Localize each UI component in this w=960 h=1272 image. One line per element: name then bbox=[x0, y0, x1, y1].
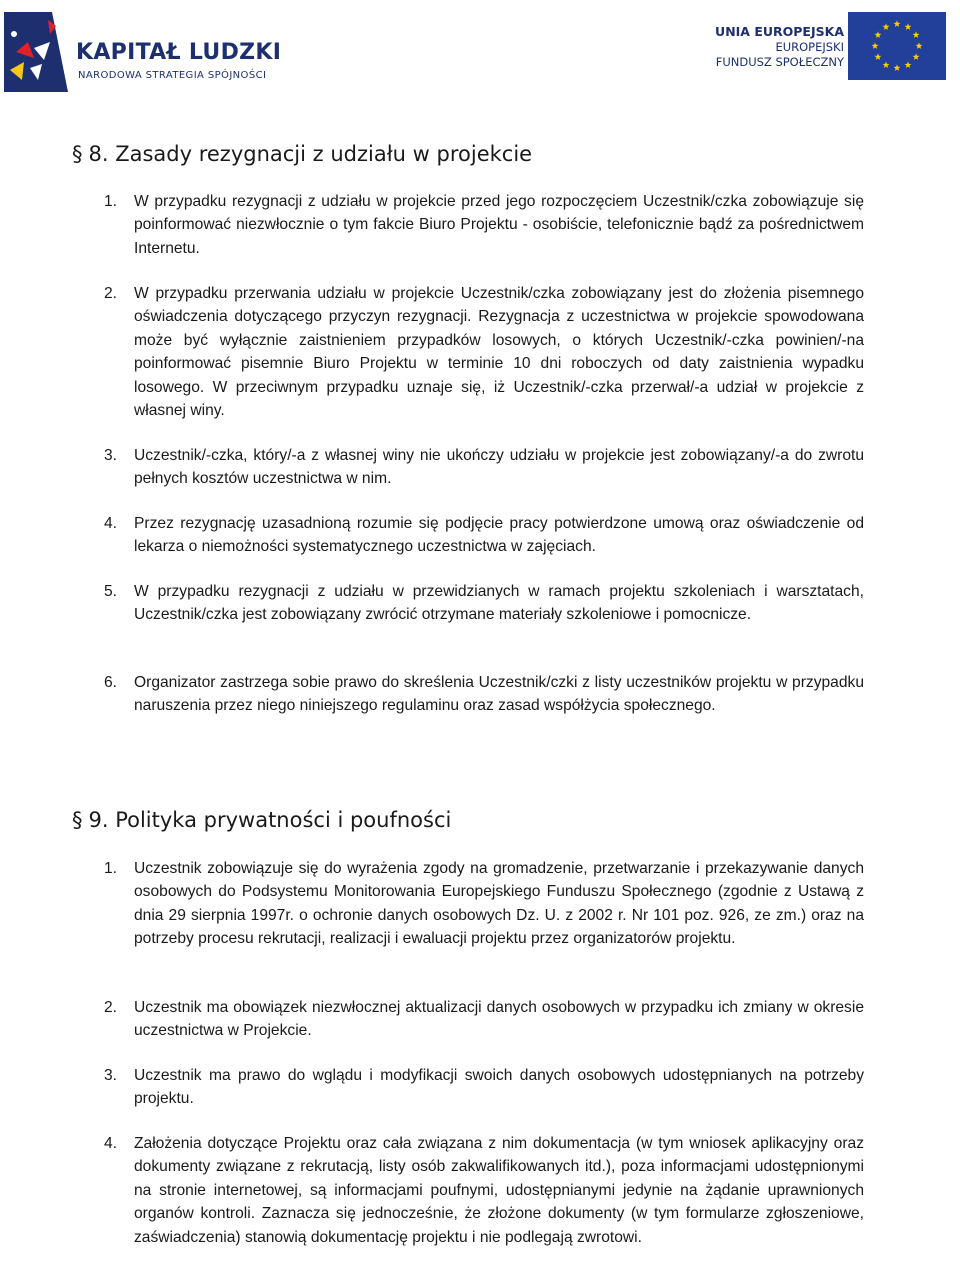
list-item bbox=[104, 996, 864, 1043]
list-item bbox=[104, 512, 864, 559]
list-item bbox=[104, 580, 864, 627]
item-text: Organizator zastrzega sobie prawo do skreślenia Uczestnik/czki z listy uczestników projektu w przypadku naruszenia przez niego niniejszego regulaminu oraz zasad współżycia społecznego. bbox=[134, 674, 864, 715]
item-number: 5. bbox=[104, 583, 118, 600]
item-number: 3. bbox=[104, 1067, 118, 1084]
item-text: Przez rezygnację uzasadnioną rozumie się podjęcie pracy potwierdzone umową oraz oświadczenie od lekarza o niemożności systematycznego uczestnictwa w zajęciach. bbox=[134, 515, 864, 556]
item-text: Uczestnik ma obowiązek niezwłocznej aktualizacji danych osobowych w przypadku ich zmiany w okresie uczestnictwa w Projekcie. bbox=[134, 999, 864, 1040]
item-number: 4. bbox=[104, 515, 118, 532]
item-text: Uczestnik ma prawo do wglądu i modyfikacji swoich danych osobowych udostępnianych na potrzeby projektu. bbox=[134, 1067, 864, 1108]
item-number: 1. bbox=[104, 193, 118, 210]
left-logo-title: KAPITAŁ LUDZKI bbox=[76, 40, 282, 65]
list-item bbox=[104, 444, 864, 491]
section-9-title bbox=[72, 808, 451, 832]
item-number: 1. bbox=[104, 860, 118, 877]
section-8-title bbox=[72, 142, 532, 166]
kapital-ludzki-logo bbox=[4, 12, 282, 92]
section-symbol: § bbox=[72, 142, 83, 166]
item-number: 6. bbox=[104, 674, 118, 691]
item-text: Uczestnik zobowiązuje się do wyrażenia zgody na gromadzenie, przetwarzanie i przekazywanie danych osobowych do Podsystemu Monitorowania Europejskiego Funduszu Społecznego (zgodnie z Ustawą z dnia 29 sierpnia 1997r. o ochronie danych osobowych Dz. U. z 2002 r. Nr 101 poz. 926, ze zm.) oraz na potrzeby procesu rekrutacji, realizacji i ewaluacji projektu przez organizatorów projektu. bbox=[134, 860, 864, 948]
eu-logo bbox=[700, 12, 946, 86]
list-item bbox=[104, 190, 864, 260]
section-symbol: § bbox=[72, 808, 83, 832]
item-text: Założenia dotyczące Projektu oraz cała związana z nim dokumentacja (w tym wniosek aplikacyjny oraz dokumenty związane z rekrutacją, listy osób zakwalifikowanych itd.), poza informacjami udostępnionymi na stronie internetowej, są informacjami poufnymi, udostępnianymi jedynie na żądanie uprawnionych organów kontroli. Zaznacza się jednocześnie, że złożone dokumenty (w tym formularze zgłoszeniowe, zaświadczenia) stanowią dokumentację projektu i nie podlegają zwrotowi. bbox=[134, 1135, 864, 1246]
list-item bbox=[104, 282, 864, 422]
list-item bbox=[104, 671, 864, 718]
item-number: 2. bbox=[104, 999, 118, 1016]
list-item bbox=[104, 1064, 864, 1111]
list-item bbox=[104, 857, 864, 951]
list-item bbox=[104, 1132, 864, 1249]
page-header bbox=[0, 0, 960, 100]
eu-logo-line1: UNIA EUROPEJSKA bbox=[715, 24, 844, 39]
kapital-ludzki-emblem-icon bbox=[4, 12, 68, 92]
item-number: 3. bbox=[104, 447, 118, 464]
item-text: W przypadku rezygnacji z udziału w projekcie przed jego rozpoczęciem Uczestnik/czka zobowiązuje się poinformować niezwłocznie o tym fakcie Biuro Projektu - osobiście, telefonicznie bądź za pośrednictwem Internetu. bbox=[134, 193, 864, 257]
item-number: 4. bbox=[104, 1135, 118, 1152]
eu-logo-text bbox=[715, 24, 844, 70]
eu-flag-icon bbox=[848, 12, 946, 80]
section-title-text: 9. Polityka prywatności i poufności bbox=[88, 808, 452, 832]
item-text: W przypadku rezygnacji z udziału w przewidzianych w ramach projektu szkoleniach i warsztatach, Uczestnik/czka jest zobowiązany zwrócić otrzymane materiały szkoleniowe i pomocnicze. bbox=[134, 583, 864, 624]
item-number: 2. bbox=[104, 285, 118, 302]
eu-logo-line3: FUNDUSZ SPOŁECZNY bbox=[715, 55, 844, 69]
section-title-text: 8. Zasady rezygnacji z udziału w projekcie bbox=[88, 142, 533, 166]
eu-logo-line2: EUROPEJSKI bbox=[775, 40, 844, 54]
item-text: W przypadku przerwania udziału w projekcie Uczestnik/czka zobowiązany jest do złożenia pisemnego oświadczenia dotyczącego przyczyn rezygnacji. Rezygnacja z uczestnictwa w projekcie spowodowana może być wyłącznie zaistnieniem przypadków losowych, o których Uczestnik/-czka powinien/-na poinformować pisemnie Biuro Projektu w terminie 10 dni roboczych od daty zaistnienia wypadku losowego. W przeciwnym przypadku uznaje się, iż Uczestnik/-czka przerwał/-a udział w projekcie z własnej winy. bbox=[134, 285, 864, 420]
left-logo-subtitle: NARODOWA STRATEGIA SPÓJNOŚCI bbox=[78, 70, 267, 81]
item-text: Uczestnik/-czka, który/-a z własnej winy nie ukończy udziału w projekcie jest zobowiązany/-a do zwrotu pełnych kosztów uczestnictwa w nim. bbox=[134, 447, 864, 488]
